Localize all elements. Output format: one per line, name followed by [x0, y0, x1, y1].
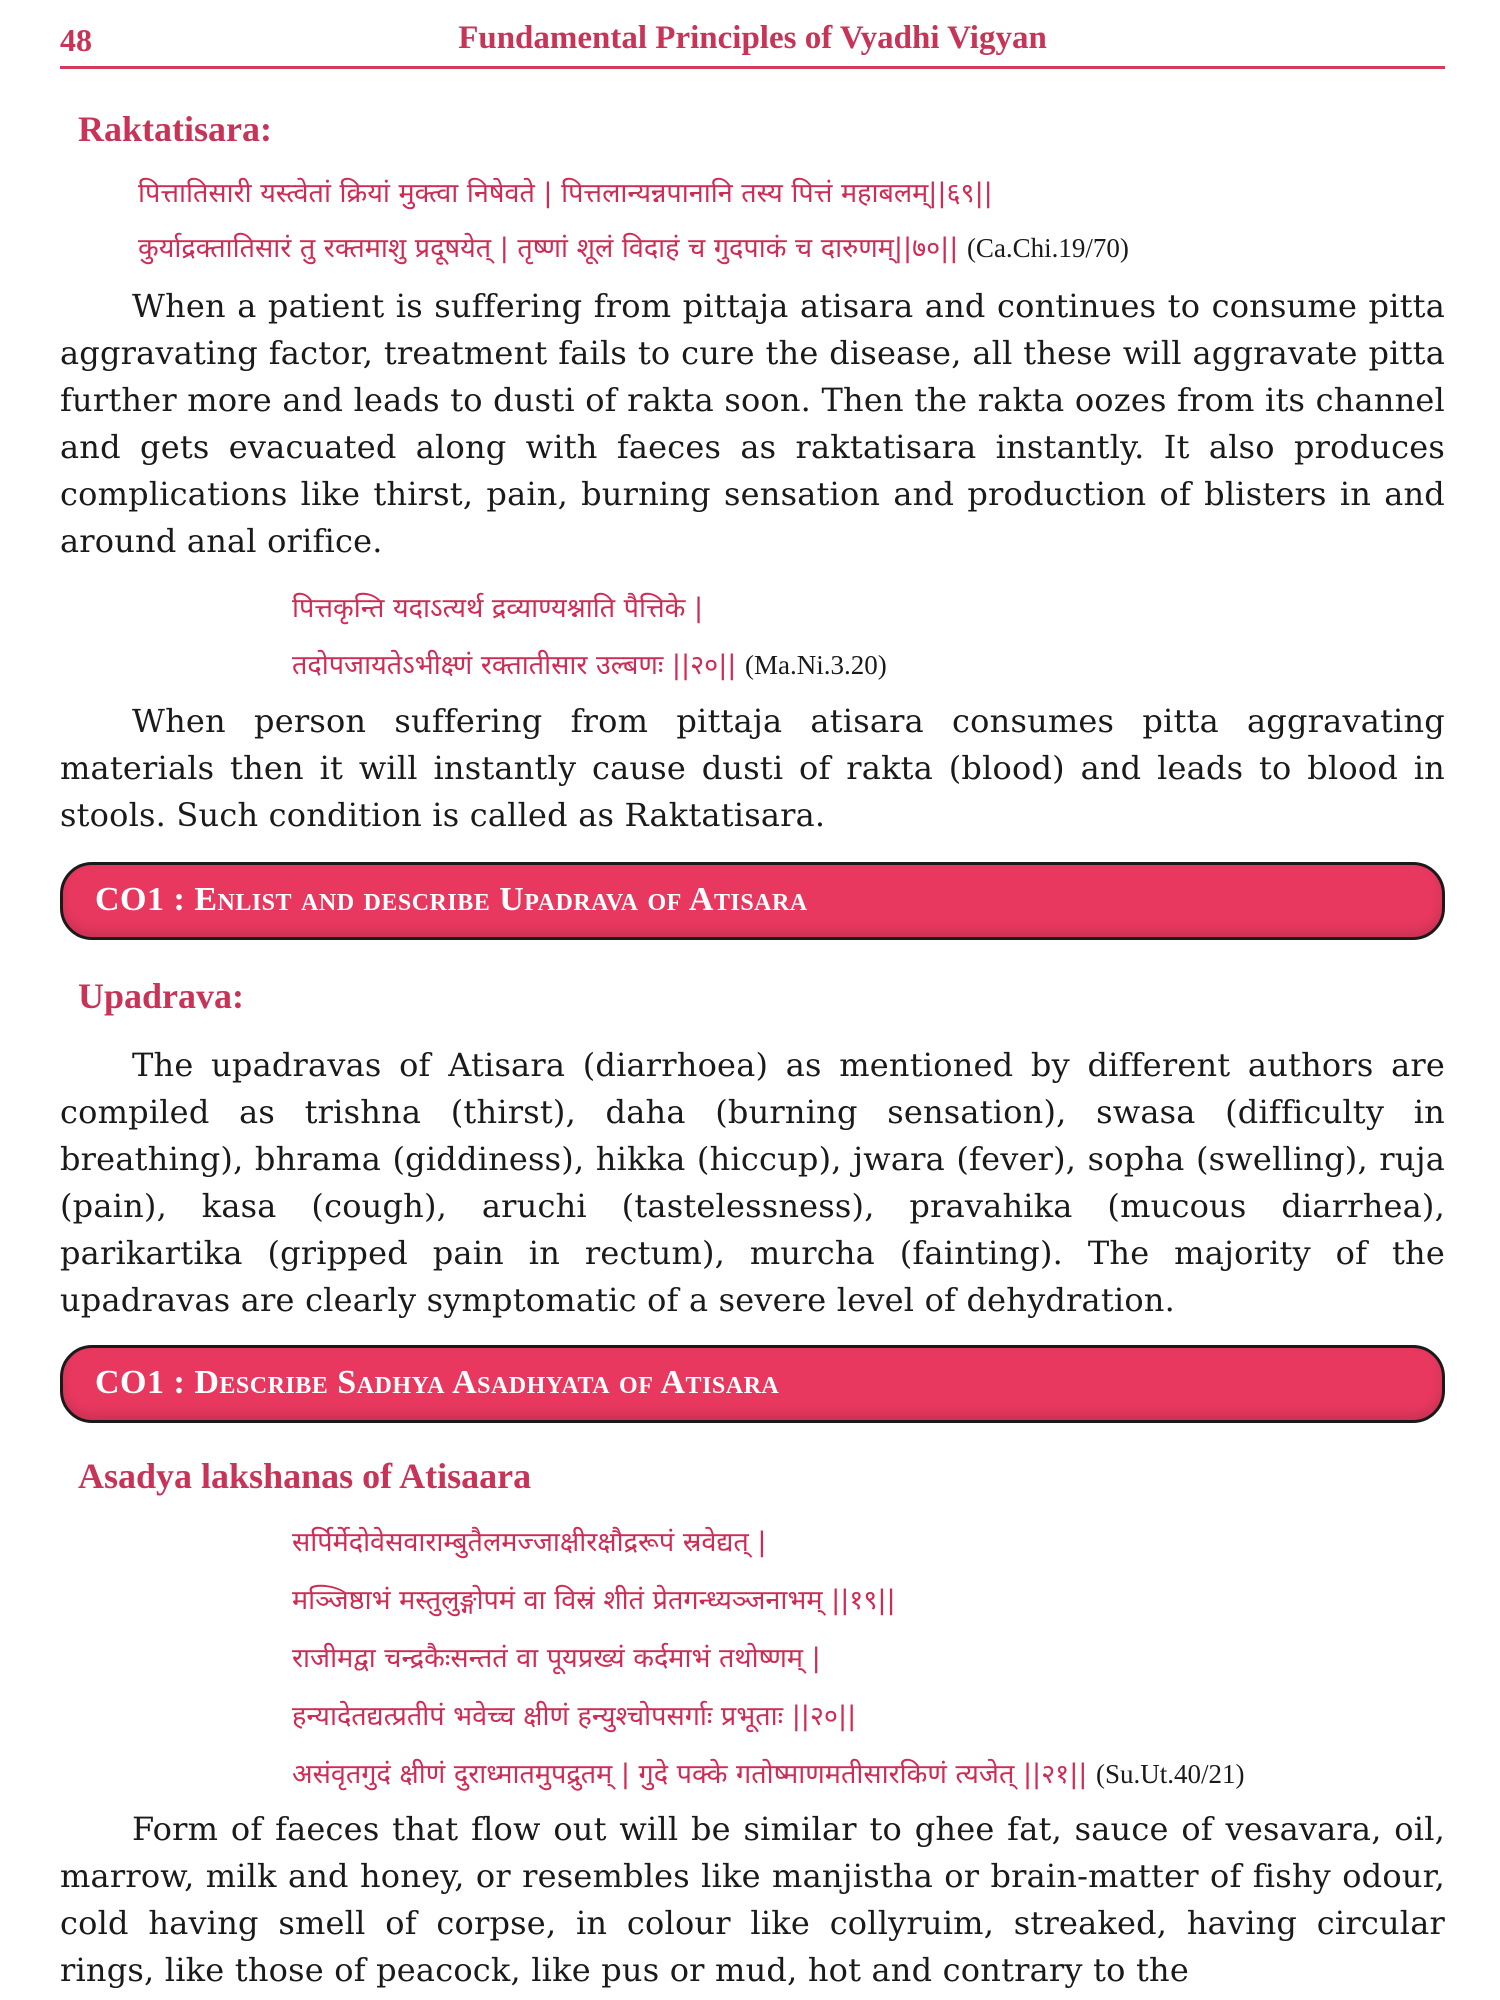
sloka-line: [292, 1754, 1245, 1791]
banner-title: CO1 : Describe Sadhya Asadhyata of Atisara: [95, 1364, 780, 1401]
sloka-line: [138, 228, 1129, 265]
sloka-text: सर्पिर्मेदोवेसवाराम्बुतैलमज्जाक्षीरक्षौद्ररूपं स्रवेद्यत् |: [292, 1527, 767, 1558]
running-title: Fundamental Principles of Vyadhi Vigyan: [458, 20, 1047, 56]
sloka-reference: (Ca.Chi.19/70): [966, 233, 1129, 263]
section-banner-sadhya: [60, 1345, 1445, 1423]
sloka-text: हन्यादेतद्यत्प्रतीपं भवेच्च क्षीणं हन्युश्चोपसर्गाः प्रभूताः ||२०||: [292, 1701, 857, 1732]
paragraph-upadrava: The upadravas of Atisara (diarrhoea) as mentioned by different authors are compiled as trishna (thirst), daha (burning sensation), swasa (difficulty in breathing), bhrama (giddiness), hikka (hiccup), jwara (fever), sopha (swelling), ruja (pain), kasa (cough), aruchi (tastelessness), pravahika (mucous diarrhea), parikartika (gripped pain in rectum), murcha (fainting). The majority of the upadravas are clearly symptomatic of a severe level of dehydration.: [60, 1046, 1445, 1319]
heading-raktatisara: Raktatisara:: [78, 109, 272, 149]
sloka-text: मञ्जिष्ठाभं मस्तुलुङ्गोपमं वा विस्रं शीतं प्रेतगन्ध्यञ्जनाभम् ||१९||: [292, 1585, 896, 1616]
sloka-line: [292, 1522, 766, 1559]
banner-title: CO1 : Enlist and describe Upadrava of Atisara: [95, 881, 808, 918]
sloka-reference: (Su.Ut.40/21): [1096, 1759, 1245, 1789]
sloka-text: पित्तकृन्ति यदाऽत्यर्थ द्रव्याण्यश्नाति पैत्तिके |: [292, 593, 704, 624]
sloka-reference: (Ma.Ni.3.20): [745, 650, 887, 680]
heading-asadya-lakshanas: Asadya lakshanas of Atisaara: [78, 1456, 532, 1496]
sloka-line: [292, 588, 703, 625]
sloka-line: [292, 1638, 821, 1675]
paragraph-asadya: Form of faeces that flow out will be similar to ghee fat, sauce of vesavara, oil, marrow, milk and honey, or resembles like manjistha or brain-matter of fishy odour, cold having smell of corpse, in colour like collyruim, streaked, having circular rings, like those of peacock, like pus or mud, hot and contrary to the: [60, 1810, 1445, 1989]
page-number: 48: [60, 22, 92, 58]
sloka-text: तदोपजायतेऽभीक्ष्णं रक्तातीसार उल्बणः ||२०||: [292, 650, 737, 681]
page-header: [60, 20, 1445, 69]
sloka-line: [292, 1696, 856, 1733]
section-banner-upadrava: [60, 862, 1445, 940]
sloka-line: [292, 1580, 896, 1617]
sloka-line: [292, 645, 887, 682]
heading-upadrava: Upadrava:: [78, 976, 245, 1016]
sloka-text: असंवृतगुदं क्षीणं दुराध्मातमुपद्रुतम् | गुदे पक्के गतोष्माणमतीसारकिणं त्यजेत् ||२१||: [292, 1759, 1088, 1790]
paragraph-raktatisara-1: When a patient is suffering from pittaja atisara and continues to consume pitta aggravating factor, treatment fails to cure the disease, all these will aggravate pitta further more and leads to dusti of rakta soon. Then the rakta oozes from its channel and gets evacuated along with faeces as raktatisara instantly. It also produces complications like thirst, pain, burning sensation and production of blisters in and around anal orifice.: [60, 287, 1445, 560]
book-page: [60, 0, 1445, 2000]
sloka-text: पित्तातिसारी यस्त्वेतां क्रियां मुक्त्वा निषेवते | पित्तलान्यन्नपानानि तस्य पित्तं महाबलम्||६९||: [138, 178, 993, 209]
paragraph-raktatisara-2: When person suffering from pittaja atisara consumes pitta aggravating materials then it will instantly cause dusti of rakta (blood) and leads to blood in stools. Such condition is called as Raktatisara.: [60, 702, 1445, 834]
sloka-line: [138, 173, 993, 210]
sloka-text: कुर्याद्रक्तातिसारं तु रक्तमाशु प्रदूषयेत् | तृष्णां शूलं विदाहं च गुदपाकं च दारुणम्||७०||: [138, 233, 959, 264]
sloka-text: राजीमद्वा चन्द्रकैःसन्ततं वा पूयप्रख्यं कर्दमाभं तथोष्णम् |: [292, 1643, 821, 1674]
